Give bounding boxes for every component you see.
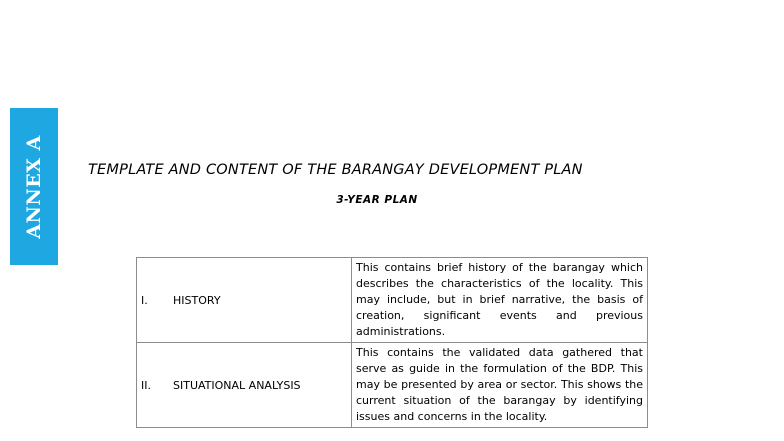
section-name: SITUATIONAL ANALYSIS [173,378,301,392]
table-row [137,258,648,343]
document-title: TEMPLATE AND CONTENT OF THE BARANGAY DEVELOPMENT PLAN [88,162,583,178]
table-row [137,343,648,428]
content-table [136,257,648,428]
document-subtitle: 3-YEAR PLAN [336,194,418,206]
section-description: This contains the validated data gathered that serve as guide in the formulation of the BDP. This may be presented by area or sector. This shows the current situation of the barangay by identifying issues and concerns in the locality. [352,343,648,428]
section-name: HISTORY [173,293,221,307]
section-number: II. [141,378,151,392]
annex-label: ANNEX A [23,134,45,239]
section-cell [137,258,352,343]
section-cell [137,343,352,428]
section-number: I. [141,293,148,307]
annex-side-tab [10,108,58,265]
section-description: This contains brief history of the barangay which describes the characteristics of the locality. This may include, but in brief narrative, the basis of creation, significant events and previous administrations. [352,258,648,343]
